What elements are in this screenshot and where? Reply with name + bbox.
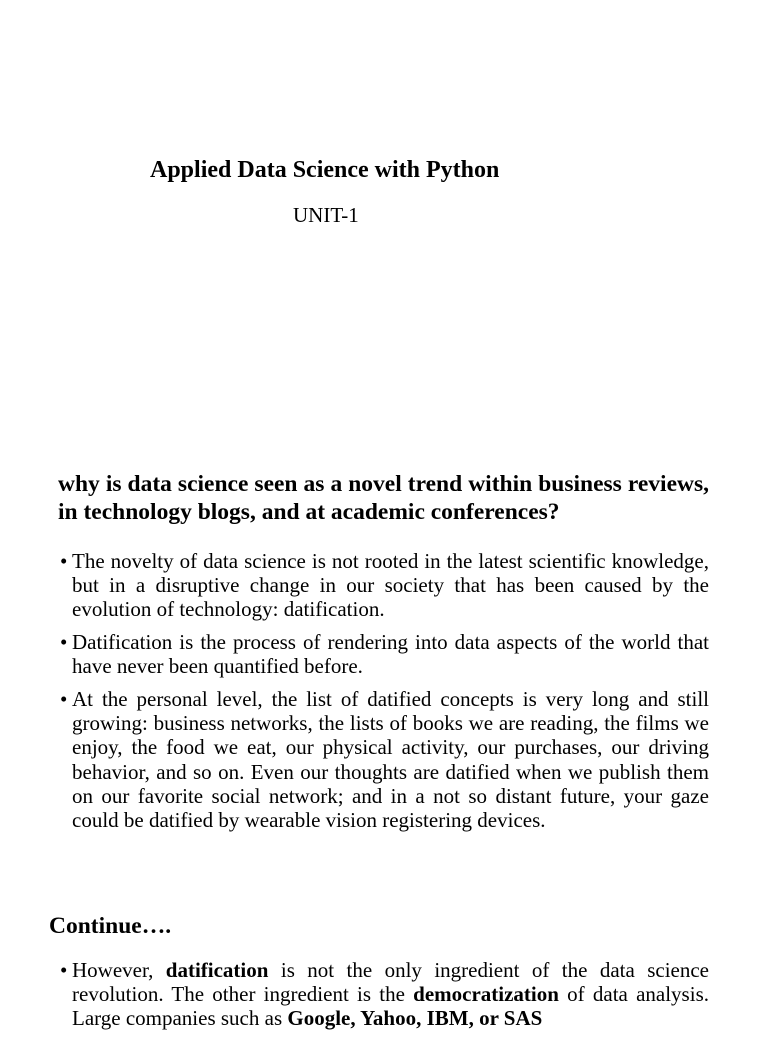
- bullet-text: The novelty of data science is not rooted in the latest scientific knowledge, but in a disruptive change in our society that has been caused by the evolution of technology: datification.: [72, 549, 709, 622]
- bullet-item: [58, 630, 709, 678]
- bullet-icon: •: [60, 630, 68, 655]
- bullet-list: [58, 958, 709, 1039]
- bullet-text: Datification is the process of rendering into data aspects of the world that have never been quantified before.: [72, 630, 709, 679]
- bold-term: democratization: [413, 982, 559, 1007]
- bullet-item: [58, 687, 709, 832]
- bullet-icon: •: [60, 549, 68, 573]
- slide-heading: Continue….: [49, 913, 172, 939]
- document-title: Applied Data Science with Python: [150, 157, 500, 183]
- bullet-item: [58, 549, 709, 622]
- bullet-text: [72, 958, 709, 1030]
- datification-slide: [0, 420, 768, 880]
- title-slide: [0, 0, 768, 420]
- slide-heading: why is data science seen as a novel trend within business reviews, in technology blogs, and at academic conferences?: [58, 471, 709, 525]
- text-segment: is not the only ingredient of the data science revolution. The other ingredient is the: [72, 958, 709, 1007]
- text-segment: of data analysis. Large companies such as: [72, 982, 709, 1031]
- bullet-text: At the personal level, the list of datified concepts is very long and still growing: business networks, the lists of books we are reading, the films we enjoy, the food we eat, our physical activity, our purchases, our driving behavior, and so on. Even our thoughts are datified when we publish them on our favorite social network; and in a not so distant future, your gaze could be datified by wearable vision registering devices.: [72, 687, 709, 833]
- continue-slide: [0, 880, 768, 1031]
- text-segment: However,: [72, 958, 166, 982]
- bold-term: datification: [165, 958, 269, 982]
- bullet-item: [58, 958, 709, 1031]
- unit-label: UNIT-1: [293, 203, 359, 227]
- bullet-icon: •: [60, 958, 68, 982]
- bold-term: Google, Yahoo, IBM, or SAS: [287, 1006, 543, 1031]
- bullet-icon: •: [60, 687, 68, 712]
- bullet-list: [58, 549, 709, 841]
